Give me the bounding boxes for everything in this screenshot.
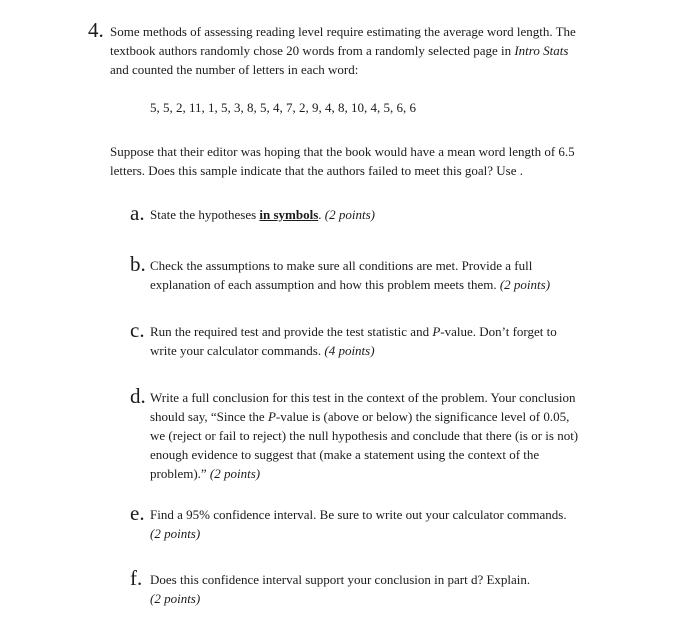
part-d-line-5: problem).” bbox=[150, 466, 207, 481]
problem-context bbox=[110, 142, 575, 180]
part-c-line-2: write your calculator commands. bbox=[150, 343, 322, 358]
part-a-post: . bbox=[318, 207, 322, 222]
part-c-text bbox=[150, 322, 557, 360]
part-f-points: (2 points) bbox=[150, 591, 201, 606]
part-e-text bbox=[150, 505, 567, 543]
part-c-line-1-pre: Run the required test and provide the test statistic and bbox=[150, 324, 433, 339]
part-b-line-2: explanation of each assumption and how this problem meets them. bbox=[150, 277, 497, 292]
intro-line-3: and counted the number of letters in each word: bbox=[110, 62, 359, 77]
part-d-line-2-pre: should say, “Since the bbox=[150, 409, 268, 424]
part-d-line-1: Write a full conclusion for this test in the context of the problem. Your conclusion bbox=[150, 390, 576, 405]
part-a-text bbox=[150, 205, 375, 224]
part-d-text bbox=[150, 388, 578, 483]
part-d-line-3: we (reject or fail to reject) the null hypothesis and conclude that there (is or is not) bbox=[150, 428, 579, 443]
part-c-points: (4 points) bbox=[324, 343, 375, 358]
part-d-points: (2 points) bbox=[209, 466, 261, 481]
part-a-pre: State the hypotheses bbox=[150, 207, 260, 222]
part-a-points: (2 points) bbox=[324, 207, 375, 222]
part-f-text bbox=[150, 570, 530, 608]
intro-line-2 bbox=[110, 41, 576, 60]
part-d-p: P bbox=[267, 409, 276, 424]
part-b-text bbox=[150, 256, 550, 294]
data-values: 5, 5, 2, 11, 1, 5, 3, 8, 5, 4, 7, 2, 9, 4, 8, 10, 4, 5, 6, 6 bbox=[150, 100, 417, 115]
intro-line-1: Some methods of assessing reading level require estimating the average word length. The bbox=[110, 24, 576, 39]
part-a-emphasis: in symbols bbox=[259, 207, 319, 222]
part-b-points: (2 points) bbox=[499, 277, 551, 292]
part-e-letter: e. bbox=[130, 501, 145, 525]
part-c-p: P bbox=[432, 324, 441, 339]
part-c-line-1-post: -value. Don’t forget to bbox=[440, 324, 557, 339]
intro-line-2-text: textbook authors randomly chose 20 words from a randomly selected page in bbox=[110, 43, 515, 58]
book-title: Intro Stats bbox=[514, 43, 569, 58]
part-f-letter: f. bbox=[130, 566, 143, 590]
part-c-letter: c. bbox=[130, 318, 145, 342]
context-line-2: letters. Does this sample indicate that the authors failed to meet this goal? Use . bbox=[110, 163, 523, 178]
part-a-letter: a. bbox=[130, 201, 145, 225]
part-b-line-1: Check the assumptions to make sure all conditions are met. Provide a full bbox=[150, 258, 533, 273]
problem-intro bbox=[110, 22, 576, 79]
part-e-line-1: Find a 95% confidence interval. Be sure to write out your calculator commands. bbox=[150, 507, 567, 522]
part-d-line-2-post: -value is (above or below) the significance level of 0.05, bbox=[275, 409, 570, 424]
part-d-line-4: enough evidence to suggest that (make a statement using the context of the bbox=[150, 447, 540, 462]
part-d-letter: d. bbox=[130, 384, 146, 408]
part-b-letter: b. bbox=[130, 252, 146, 276]
context-line-1: Suppose that their editor was hoping that the book would have a mean word length of 6.5 bbox=[110, 144, 575, 159]
part-e-points: (2 points) bbox=[150, 526, 201, 541]
problem-number: 4. bbox=[88, 18, 104, 42]
part-f-line-1: Does this confidence interval support your conclusion in part d? Explain. bbox=[150, 572, 531, 587]
